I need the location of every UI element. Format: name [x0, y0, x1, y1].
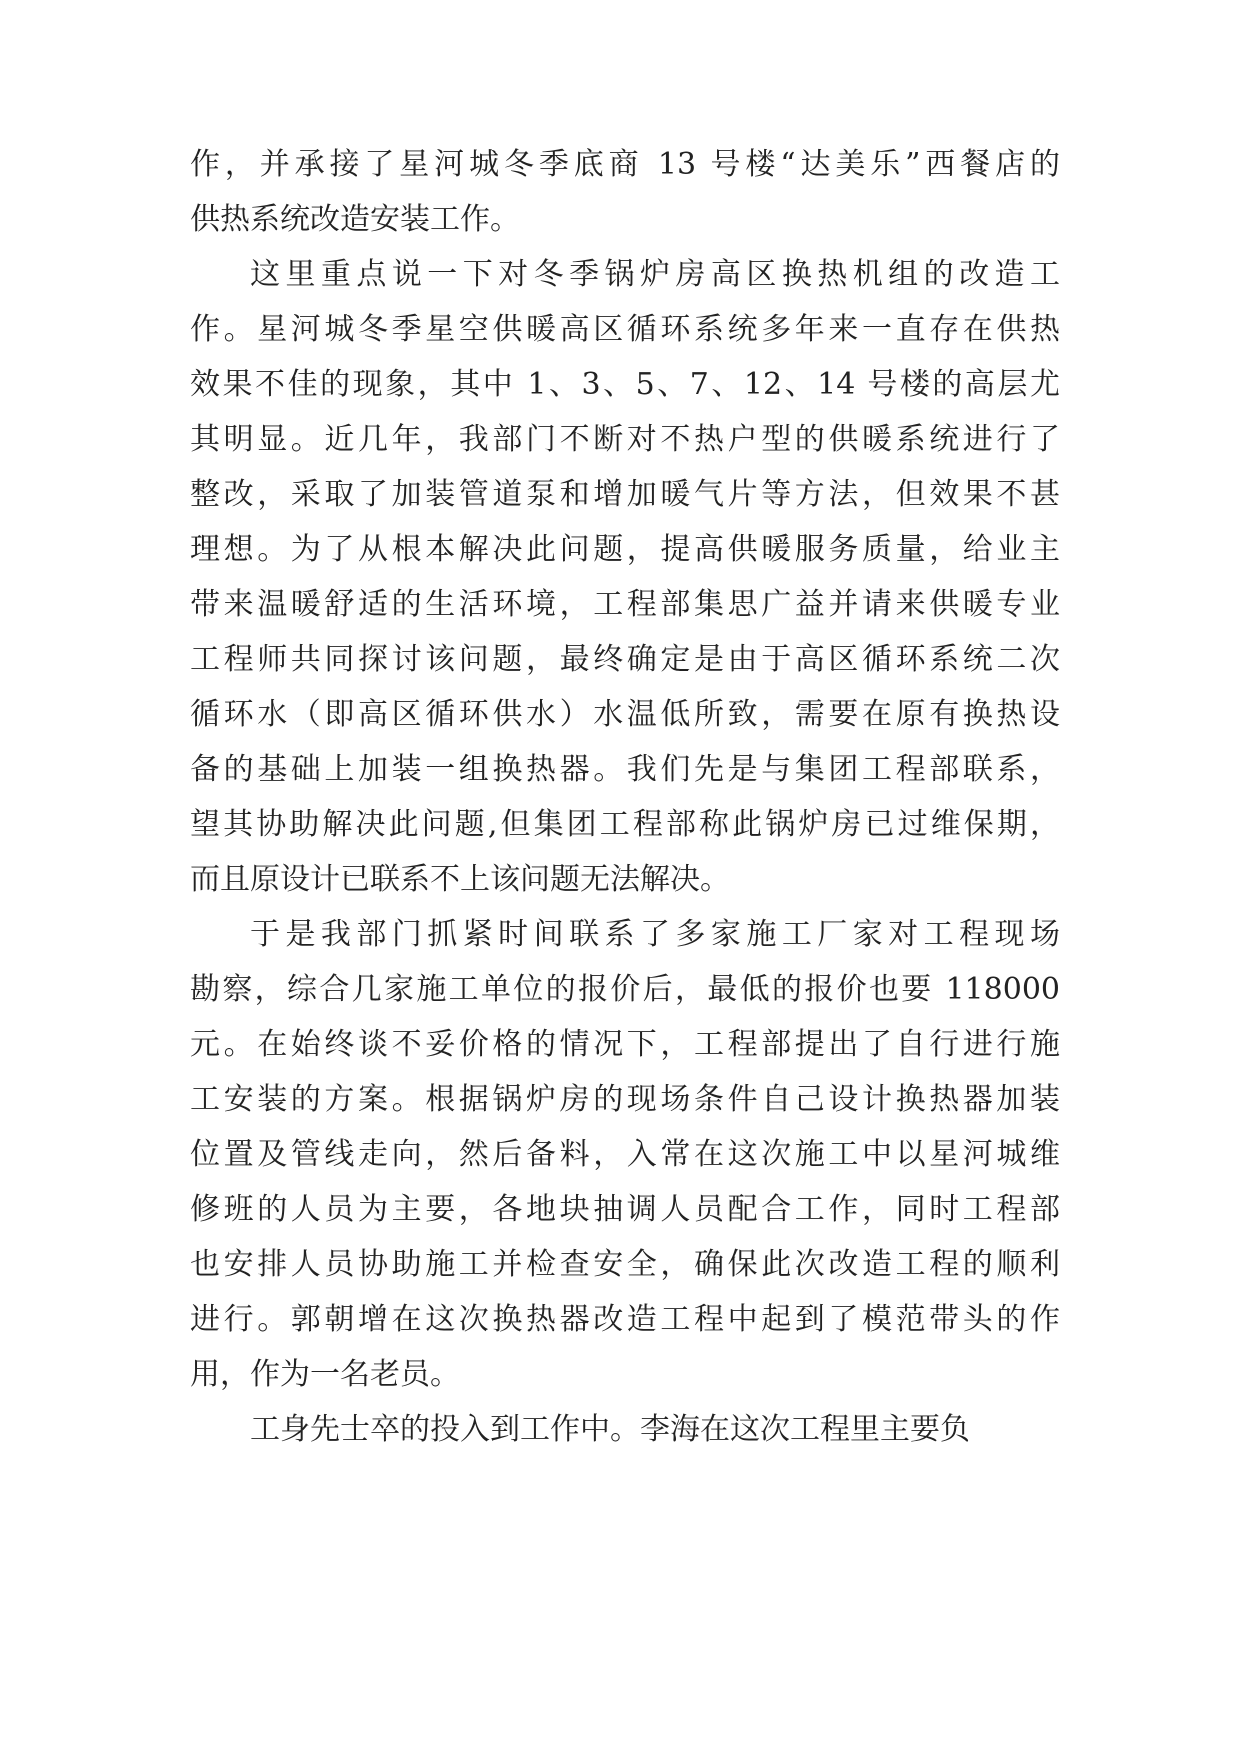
text-line: 整改，采取了加装管道泵和增加暖气片等方法，但效果不甚	[190, 477, 1060, 512]
text-line: 勘察，综合几家施工单位的报价后，最低的报价也要 118000	[190, 972, 1060, 1007]
text-line: 修班的人员为主要，各地块抽调人员配合工作，同时工程部	[190, 1192, 1060, 1227]
text-line: 望其协助解决此问题,但集团工程部称此锅炉房已过维保期，	[190, 807, 1060, 842]
text-line: 效果不佳的现象，其中 1、3、5、7、12、14 号楼的高层尤	[190, 367, 1060, 402]
text-line: 进行。郭朝增在这次换热器改造工程中起到了模范带头的作	[190, 1302, 1060, 1337]
text-line: 作，并承接了星河城冬季底商 13 号楼“达美乐”西餐店的	[190, 147, 1060, 182]
text-line: 工安装的方案。根据锅炉房的现场条件自己设计换热器加装	[190, 1082, 1060, 1117]
text-line: 工程师共同探讨该问题，最终确定是由于高区循环系统二次	[190, 642, 1060, 677]
text-line: 用，作为一名老员。	[190, 1357, 460, 1392]
text-line: 理想。为了从根本解决此问题，提高供暖服务质量，给业主	[190, 532, 1060, 567]
text-line: 位置及管线走向，然后备料，入常在这次施工中以星河城维	[190, 1137, 1060, 1172]
paragraph-first-line: 这里重点说一下对冬季锅炉房高区换热机组的改造工	[250, 257, 1060, 292]
paragraph-first-line: 工身先士卒的投入到工作中。李海在这次工程里主要负	[250, 1412, 970, 1447]
paragraph-first-line: 于是我部门抓紧时间联系了多家施工厂家对工程现场	[250, 917, 1060, 952]
text-line: 元。在始终谈不妥价格的情况下，工程部提出了自行进行施	[190, 1027, 1060, 1062]
text-line: 循环水（即高区循环供水）水温低所致，需要在原有换热设	[190, 697, 1060, 732]
text-line: 其明显。近几年，我部门不断对不热户型的供暖系统进行了	[190, 422, 1060, 457]
text-line: 而且原设计已联系不上该问题无法解决。	[190, 862, 730, 897]
text-line: 作。星河城冬季星空供暖高区循环系统多年来一直存在供热	[190, 312, 1060, 347]
text-line: 供热系统改造安装工作。	[190, 202, 520, 237]
text-line: 也安排人员协助施工并检查安全，确保此次改造工程的顺利	[190, 1247, 1060, 1282]
text-line: 带来温暖舒适的生活环境，工程部集思广益并请来供暖专业	[190, 587, 1060, 622]
text-line: 备的基础上加装一组换热器。我们先是与集团工程部联系，	[190, 752, 1060, 787]
